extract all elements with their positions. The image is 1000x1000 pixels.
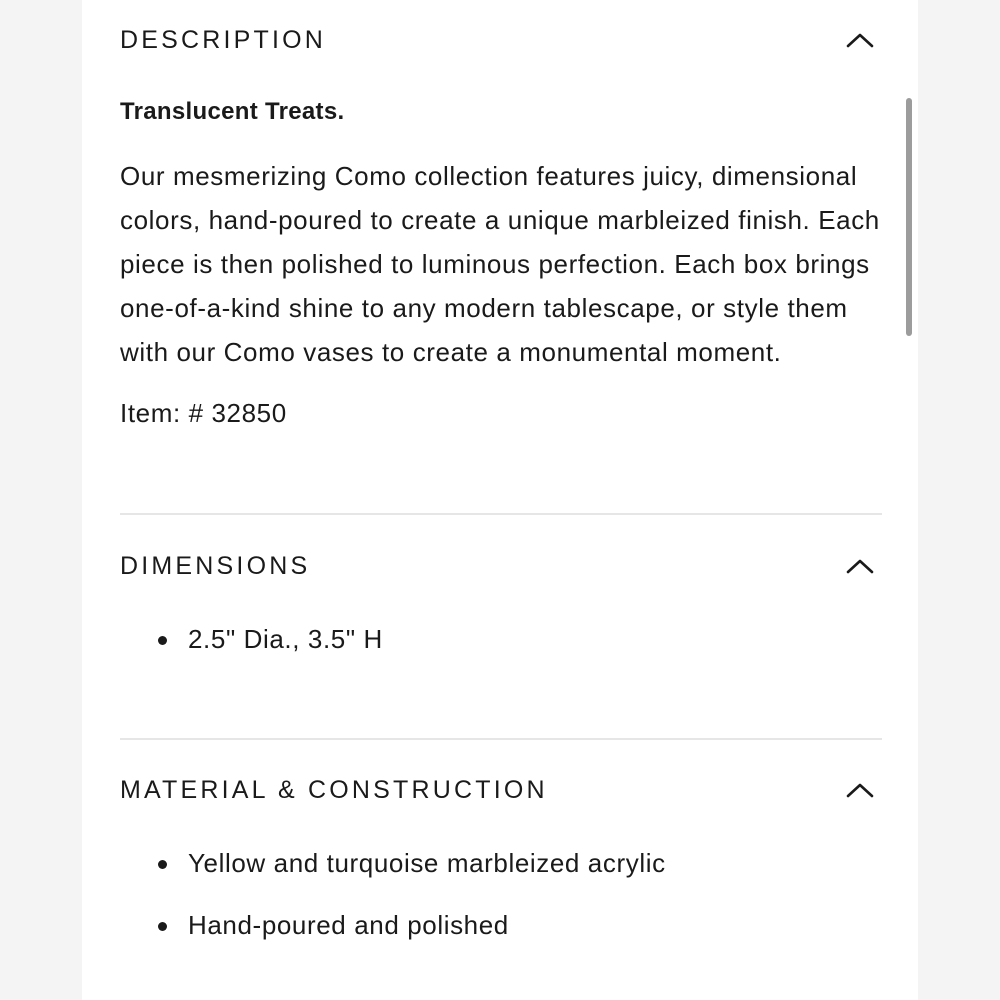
description-title: DESCRIPTION: [120, 25, 327, 54]
chevron-up-icon[interactable]: [846, 30, 874, 50]
dimensions-header[interactable]: [120, 546, 882, 586]
material-section: [120, 770, 882, 940]
chevron-up-icon[interactable]: [846, 556, 874, 576]
material-header[interactable]: [120, 770, 882, 810]
list-item: Hand-poured and polished: [156, 910, 666, 972]
product-details-panel: [82, 0, 918, 1000]
description-section: [120, 20, 882, 428]
section-divider: [120, 513, 882, 515]
description-header[interactable]: [120, 20, 882, 60]
dimensions-title: DIMENSIONS: [120, 551, 311, 580]
scrollbar-thumb[interactable]: [906, 98, 912, 336]
chevron-up-icon[interactable]: [846, 780, 874, 800]
description-body: Our mesmerizing Como collection features juicy, dimensional colors, hand-poured to create a unique marbleized finish. Each piece is then polished to luminous perfection. Each box brings one-of-a-kind shine to any modern tablescape, or style them with our Como vases to create a monumental moment.: [120, 161, 880, 367]
description-subheading: Translucent Treats.: [120, 98, 345, 125]
dimensions-list: [156, 624, 383, 686]
material-list: [156, 848, 666, 972]
section-divider: [120, 738, 882, 740]
material-title: MATERIAL & CONSTRUCTION: [120, 775, 548, 804]
list-item: Yellow and turquoise marbleized acrylic: [156, 848, 666, 910]
item-number: Item: # 32850: [120, 398, 287, 428]
dimensions-section: [120, 546, 882, 654]
list-item: 2.5" Dia., 3.5" H: [156, 624, 383, 686]
